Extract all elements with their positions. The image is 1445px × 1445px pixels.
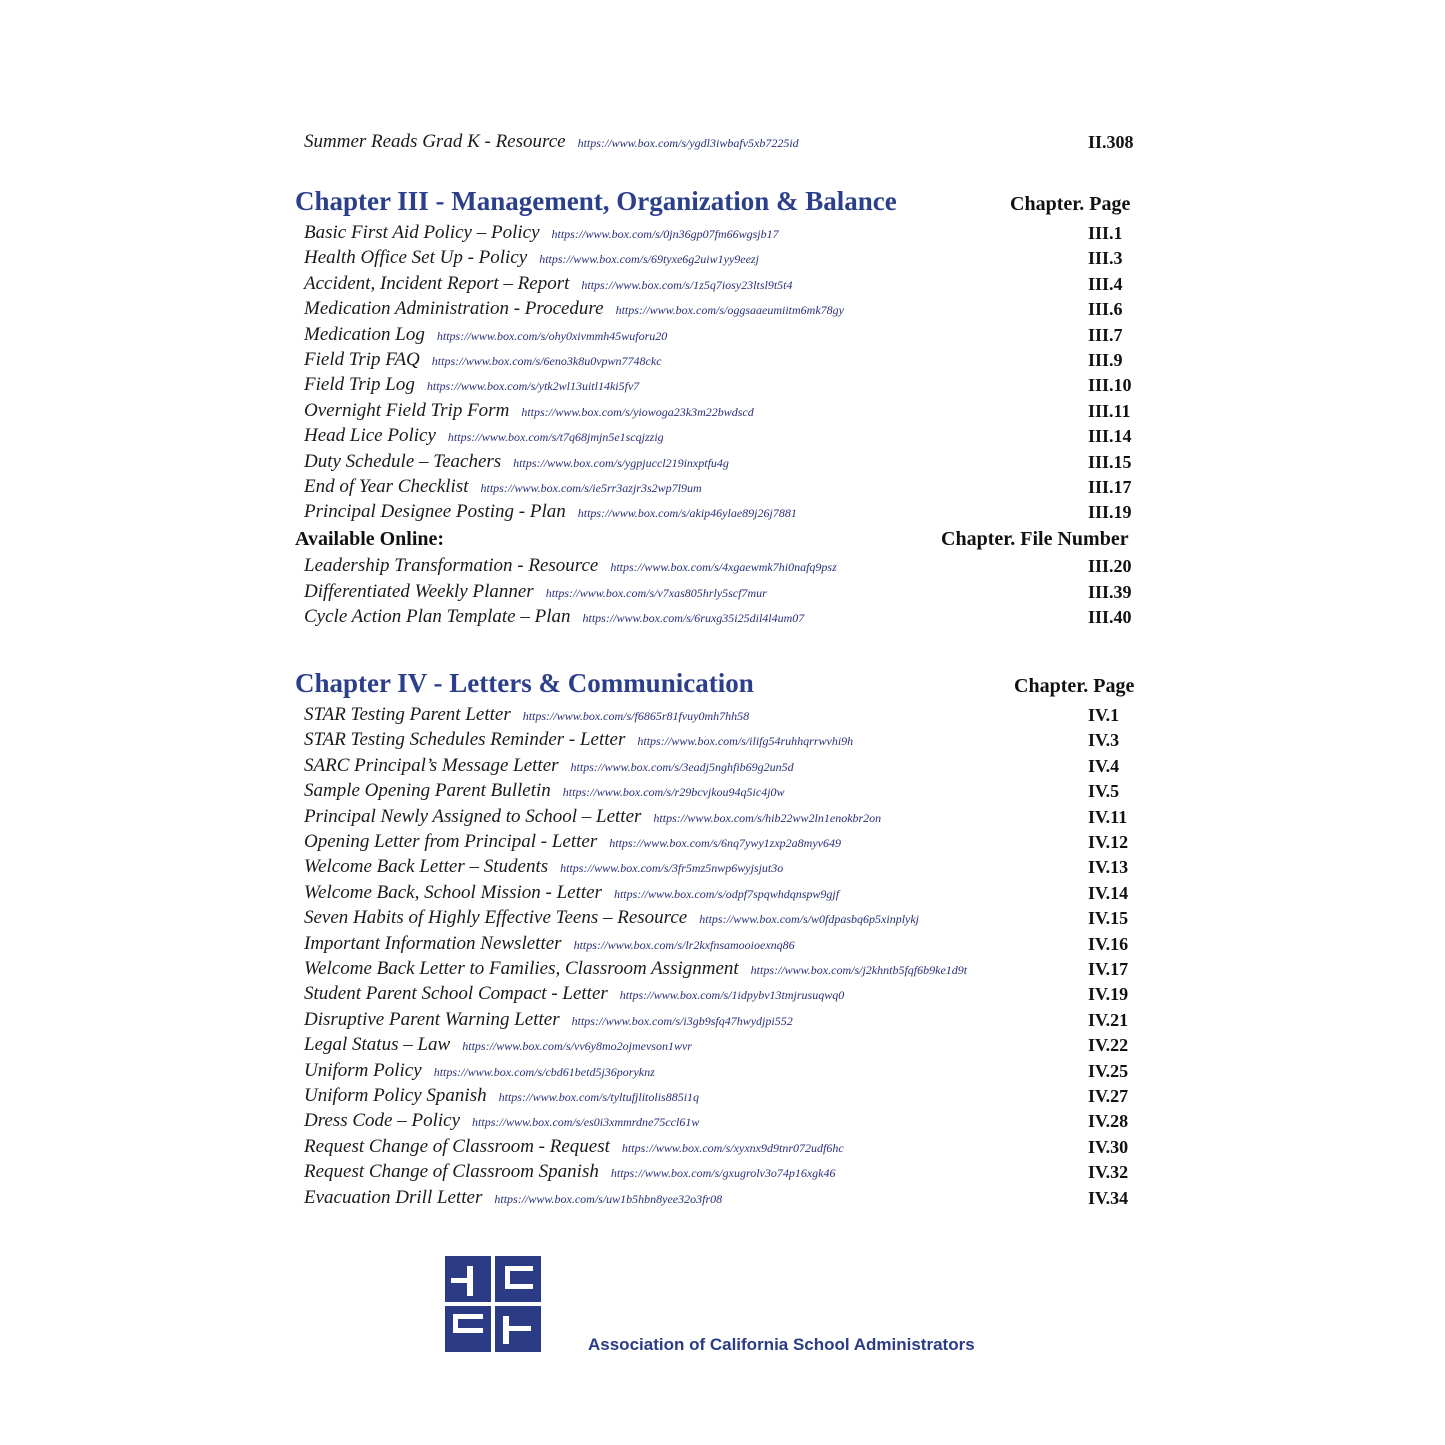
- entry-link[interactable]: https://www.box.com/s/4xgaewmk7hi0nafq9psz: [610, 560, 837, 574]
- entry-page: IV.32: [1088, 1162, 1129, 1183]
- entry-page: III.39: [1088, 581, 1132, 602]
- entry-page: IV.1: [1088, 705, 1120, 725]
- entry-link[interactable]: https://www.box.com/s/69tyxe6g2uiw1yy9eezj: [539, 252, 759, 267]
- entry-page: III.17: [1088, 477, 1132, 497]
- entry-page: IV.19: [1088, 984, 1129, 1005]
- list-item: [304, 451, 729, 473]
- entry-link[interactable]: https://www.box.com/s/ygdl3iwbafv5xb7225id: [577, 136, 799, 150]
- entry-title: Request Change of Classroom Spanish: [304, 1161, 599, 1183]
- list-item: [304, 907, 919, 929]
- entry-title: Welcome Back Letter – Students: [304, 856, 549, 878]
- list-item: [304, 1085, 699, 1107]
- list-item: [304, 882, 839, 904]
- list-item: [304, 1009, 793, 1031]
- list-item: [304, 501, 797, 523]
- list-item: [304, 983, 844, 1005]
- entry-title: Welcome Back Letter to Families, Classroom Assignment: [304, 958, 739, 979]
- entry-title: Opening Letter from Principal - Letter: [304, 831, 598, 852]
- entry-page: IV.21: [1088, 1009, 1129, 1030]
- entry-page: IV.3: [1088, 730, 1120, 751]
- entry-page: IV.16: [1088, 933, 1129, 954]
- list-item: [304, 729, 853, 751]
- entry-title: Welcome Back, School Mission - Letter: [304, 881, 602, 903]
- entry-page: III.9: [1088, 350, 1123, 370]
- entry-title: Student Parent School Compact - Letter: [304, 983, 608, 1005]
- entry-title: Duty Schedule – Teachers: [304, 450, 502, 472]
- entry-title: Legal Status – Law: [304, 1034, 451, 1056]
- entry-title: Cycle Action Plan Template – Plan: [304, 606, 571, 627]
- entry-link[interactable]: https://www.box.com/s/i3gb9sfq47hwydjpi552: [571, 1013, 793, 1028]
- chapter-3-column-head: Chapter. Page: [1010, 193, 1131, 215]
- entry-title: STAR Testing Parent Letter: [304, 704, 511, 725]
- entry-page: IV.17: [1088, 959, 1129, 979]
- entry-page: IV.27: [1088, 1086, 1129, 1106]
- list-item: [304, 476, 702, 498]
- entry-link[interactable]: https://www.box.com/s/f6865r81fvuy0mh7hh58: [522, 709, 750, 723]
- entry-page: IV.13: [1088, 857, 1129, 878]
- online-column-head: Chapter. File Number: [941, 528, 1129, 550]
- list-item: [304, 273, 793, 295]
- list-item: [304, 425, 664, 447]
- entry-title: Disruptive Parent Warning Letter: [304, 1008, 560, 1030]
- entry-title: End of Year Checklist: [304, 476, 469, 497]
- entry-title: Accident, Incident Report – Report: [304, 272, 570, 294]
- entry-title: Field Trip FAQ: [304, 349, 420, 370]
- list-item: [304, 1136, 844, 1158]
- entry-page: IV.15: [1088, 908, 1129, 929]
- list-item: [304, 222, 779, 244]
- entry-title: Field Trip Log: [304, 374, 415, 396]
- list-item: [304, 606, 804, 628]
- entry-page: IV.12: [1088, 832, 1129, 852]
- entry-link[interactable]: https://www.box.com/s/j2khntb5fqf6b9ke1d9t: [750, 963, 968, 977]
- entry-title: Overnight Field Trip Form: [304, 399, 510, 421]
- list-item: [304, 806, 881, 828]
- list-item: [304, 247, 759, 269]
- list-item: [304, 349, 662, 371]
- list-item: [304, 958, 967, 980]
- entry-link[interactable]: https://www.box.com/s/vv6y8mo2ojmevson1wvr: [462, 1039, 692, 1054]
- entry-title: Leadership Transformation - Resource: [304, 555, 599, 576]
- list-item: [304, 831, 841, 853]
- entry-title: Summer Reads Grad K - Resource: [304, 131, 566, 152]
- list-item: [304, 856, 783, 878]
- entry-title: STAR Testing Schedules Reminder - Letter: [304, 729, 626, 751]
- entry-page: III.10: [1088, 375, 1132, 396]
- entry-page: IV.34: [1088, 1187, 1129, 1208]
- available-online-heading: Available Online:: [295, 528, 445, 550]
- entry-page: III.14: [1088, 426, 1132, 447]
- list-item: [304, 581, 767, 603]
- entry-link[interactable]: https://www.box.com/s/ie5rr3azjr3s2wp7l9um: [480, 481, 702, 495]
- entry-title: Basic First Aid Policy – Policy: [304, 222, 540, 243]
- entry-link[interactable]: https://www.box.com/s/6ruxg35i25dil4l4um07: [582, 611, 805, 625]
- chapter-4-title: Chapter IV - Letters & Communication: [295, 668, 754, 698]
- entry-link[interactable]: https://www.box.com/s/6eno3k8u0vpwn7748ckc: [431, 354, 662, 368]
- entry-link[interactable]: https://www.box.com/s/3eadj5nghfib69g2un5d: [570, 759, 794, 774]
- entry-link[interactable]: https://www.box.com/s/ohy0xivmmh45wuforu20: [436, 328, 668, 343]
- entry-page: IV.11: [1088, 806, 1128, 827]
- entry-link[interactable]: https://www.box.com/s/ygpjuccl219inxptfu4g: [513, 455, 729, 470]
- entry-link[interactable]: https://www.box.com/s/1z5q7iosy23ltsl9t5t4: [581, 277, 793, 292]
- entry-page: IV.22: [1088, 1035, 1129, 1056]
- entry-page: III.6: [1088, 299, 1123, 320]
- entry-page: IV.14: [1088, 882, 1129, 903]
- entry-link[interactable]: https://www.box.com/s/ytk2wl13uitl14ki5fv7: [426, 379, 640, 394]
- entry-title: Health Office Set Up - Policy: [304, 247, 528, 269]
- entry-link[interactable]: https://www.box.com/s/uw1b5hbn8yee32o3fr08: [494, 1191, 723, 1206]
- entry-link[interactable]: https://www.box.com/s/ilifg54ruhhqrrwvhi9h: [637, 734, 854, 749]
- entry-link[interactable]: https://www.box.com/s/lr2kxfnsamooioexnq86: [573, 937, 795, 952]
- list-item: [304, 1034, 692, 1056]
- list-item: [304, 1161, 836, 1183]
- entry-link[interactable]: https://www.box.com/s/0jn36gp07fm66wgsjb17: [551, 227, 779, 241]
- acsa-logo: [445, 1256, 541, 1352]
- entry-page: IV.5: [1088, 781, 1120, 802]
- entry-link[interactable]: https://www.box.com/s/v7xas805hrly5scf7mur: [545, 585, 767, 600]
- list-item: [304, 933, 795, 955]
- entry-page: III.40: [1088, 607, 1132, 627]
- list-item: [304, 1110, 699, 1132]
- list-item: [304, 400, 754, 422]
- entry-page: III.15: [1088, 451, 1132, 472]
- entry-title: Differentiated Weekly Planner: [304, 580, 534, 602]
- entry-title: Request Change of Classroom - Request: [304, 1135, 610, 1157]
- list-item: [304, 374, 639, 396]
- entry-page: IV.30: [1088, 1136, 1129, 1157]
- list-item: [304, 704, 749, 726]
- entry-title: Seven Habits of Highly Effective Teens – Resource: [304, 907, 688, 929]
- entry-title: Uniform Policy Spanish: [304, 1085, 487, 1106]
- list-item: [304, 780, 785, 802]
- entry-title: Uniform Policy: [304, 1059, 422, 1081]
- entry-page: II.308: [1088, 132, 1134, 152]
- list-item: [304, 1060, 655, 1082]
- entry-link[interactable]: https://www.box.com/s/6nq7ywy1zxp2a8myv649: [609, 836, 841, 850]
- list-item: [304, 324, 667, 346]
- entry-link[interactable]: https://www.box.com/s/akip46ylae89j26j7881: [577, 506, 797, 521]
- entry-page: III.19: [1088, 502, 1132, 523]
- list-item: [304, 555, 837, 577]
- entry-title: Medication Log: [304, 323, 425, 345]
- entry-link[interactable]: https://www.box.com/s/w0fdpasbq6p5xinplykj: [699, 912, 920, 927]
- entry-link[interactable]: https://www.box.com/s/r29bcvjkou94q5ic4j0w: [562, 785, 785, 800]
- entry-link[interactable]: https://www.box.com/s/t7q68jmjn5e1scqjzzig: [447, 430, 664, 445]
- entry-title: Evacuation Drill Letter: [304, 1186, 483, 1208]
- entry-link[interactable]: https://www.box.com/s/cbd61betd5j36poryknz: [433, 1064, 655, 1079]
- entry-page: IV.28: [1088, 1111, 1129, 1132]
- entry-link[interactable]: https://www.box.com/s/xyxnx9d9tnr072udf6hc: [621, 1140, 844, 1155]
- list-item: [304, 298, 844, 320]
- entry-title: Principal Newly Assigned to School – Letter: [304, 805, 642, 827]
- list-item: [304, 131, 799, 153]
- entry-page: III.11: [1088, 400, 1131, 421]
- entry-page: III.4: [1088, 273, 1123, 294]
- entry-title: Principal Designee Posting - Plan: [304, 501, 566, 523]
- entry-link[interactable]: https://www.box.com/s/gxugrolv3o74p16xgk46: [610, 1166, 836, 1181]
- chapter-4-column-head: Chapter. Page: [1014, 675, 1135, 697]
- entry-page: IV.25: [1088, 1060, 1129, 1081]
- entry-link[interactable]: https://www.box.com/s/hib22ww2ln1enokbr2on: [653, 810, 882, 825]
- entry-title: Medication Administration - Procedure: [304, 298, 604, 320]
- entry-link[interactable]: https://www.box.com/s/3fr5mz5nwp6wyjsjut3o: [560, 861, 784, 876]
- entry-title: Dress Code – Policy: [304, 1110, 461, 1132]
- entry-link[interactable]: https://www.box.com/s/oggsaaeumiitm6mk78gy: [615, 303, 844, 318]
- entry-page: III.3: [1088, 248, 1123, 269]
- chapter-3-title: Chapter III - Management, Organization & Balance: [295, 186, 897, 216]
- entry-title: Sample Opening Parent Bulletin: [304, 780, 551, 802]
- entry-link[interactable]: https://www.box.com/s/yiowoga23k3m22bwdscd: [521, 404, 754, 419]
- entry-page: III.20: [1088, 556, 1132, 576]
- list-item: [304, 755, 794, 777]
- list-item: [304, 1187, 722, 1209]
- entry-link[interactable]: https://www.box.com/s/tyltufjlitolis885i1q: [498, 1090, 700, 1104]
- entry-link[interactable]: https://www.box.com/s/1idpybv13tmjrusuqwq0: [619, 988, 845, 1003]
- entry-link[interactable]: https://www.box.com/s/odpf7spqwhdqnspw9gjf: [613, 886, 840, 901]
- entry-page: III.7: [1088, 324, 1123, 345]
- entry-title: SARC Principal’s Message Letter: [304, 754, 559, 776]
- entry-title: Important Information Newsletter: [304, 932, 562, 954]
- entry-page: III.1: [1088, 223, 1123, 243]
- entry-title: Head Lice Policy: [304, 425, 436, 447]
- entry-link[interactable]: https://www.box.com/s/es0i3xmmrdne75ccl61w: [472, 1115, 700, 1130]
- organization-name: Association of California School Administrators: [588, 1335, 975, 1354]
- entry-page: IV.4: [1088, 755, 1120, 776]
